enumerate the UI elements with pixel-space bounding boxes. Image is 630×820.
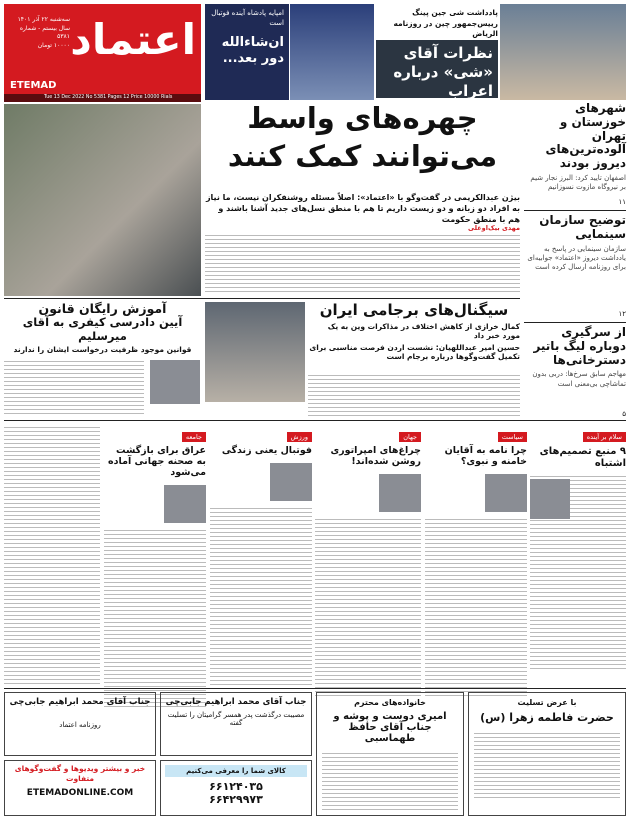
mid-main[interactable] [308,302,520,418]
ad-condolence[interactable]: جناب آقای محمد ابراهیم جابی‌چی روزنامه اعتماد [4,692,156,756]
mid-left-headline-1: آموزش رایگان قانون [38,301,167,316]
lead-body [205,232,520,294]
mid-left[interactable] [4,302,201,418]
mid-main-photo [205,302,305,402]
mid-main-body [308,372,520,416]
sidebar-item[interactable]: شهرهای خوزستان و تهران آلوده‌ترین‌های دیروز بودند اصفهان تایید کرد: البرز نجار شیم بر نیروگاه مازوت نسوزانیم ۱۱ [530,101,626,206]
web-url[interactable]: ETEMADONLINE.COM [26,787,134,798]
news-column[interactable]: سیاست چرا نامه به آقایان خامنه و نبوی؟ [425,424,527,686]
mid-left-headline-2: آیین دادرسی کیفری به آقای میرسلیم [22,315,183,343]
sidebar-item[interactable]: توضیح سازمان سینمایی سازمان سینمایی در پاسخ به یادداشت دیروز «اعتماد» جوابیه‌ای برای روزنامه ارسال کرده است ۱۲ [527,213,626,318]
news-column[interactable]: جهان چراغ‌های امپراتوری روشن شده‌اند! [315,424,421,686]
divider [4,298,520,299]
mid-left-portrait [150,360,200,404]
sidebar-item[interactable]: از سرگیری دوباره لیگ باتیر دسترخانی‌ها مهاجم سابق سرخ‌ها: دربی بدون تماشاچی بی‌معنی است ۵ [532,325,626,418]
top-mid-box [205,4,289,100]
top-mid-headline: ان‌شاءالله دور بعد... [221,34,284,66]
mid-left-body [4,358,144,416]
top-photo-footballer [290,4,374,100]
lead-headline-2: می‌توانند کمک کنند [227,139,498,173]
right-col-portrait [530,479,570,519]
issue-info: سه‌شنبه ۲۲ آذر ۱۴۰۱ سال بیستم - شماره ۵۳۸۱ ۱۰۰۰۰ تومان [17,16,70,50]
top-story-line2: رییس‌جمهور چین در روزنامه الریاض [393,18,498,38]
right-col[interactable]: سلام بر آینده ۹ منبع تصمیم‌های اشتباه [530,424,626,686]
phone-ad[interactable]: کالای شما را معرفی می‌کنیم ۶۶۱۲۴۰۳۵ ۶۶۴۲۹۹۷۳ [160,760,312,816]
top-story-headline: نظرات آقای «شی» درباره اعراب [376,40,498,98]
mid-left-sub: قوانین موجود ظرفیت درخواست ایشان را ندارند [13,344,192,354]
ad-condolence[interactable]: خانواده‌های محترم امیری دوست و پوشه و جناب آقای حافظ طهماسبی [316,692,464,816]
top-photo-handshake [500,4,626,100]
divider [4,688,626,689]
logo: اعتماد [70,15,196,64]
latin-name: ETEMAD [10,80,57,91]
lead-sub: بیژن عبدالکریمی در گفت‌وگو با «اعتماد»: اصلاً مسئله روشنفکران نیست، ما نیاز به افراد دو زبانه و دو زیست داریم تا هم با منطق نسل‌های جدید آشنا باشند و هم با منطق حکومت [205,193,520,225]
far-left-column [4,424,100,686]
mid-main-headline: سیگنال‌های برجامی ایران [319,301,509,319]
divider [4,420,626,421]
mid-main-sub: کمال خرازی از کاهش اختلاف در مذاکرات وین به یک مورد خبر داد [327,322,520,341]
ad-condolence[interactable]: با عرض تسلیت حضرت فاطمه زهرا (س) [468,692,626,816]
sidebar [524,102,626,420]
top-story-line1: پادداشت شی جین پینگ [412,8,498,17]
masthead-strip: Tue 13 Dec 2022 No 5381 Pages 12 Price 10000 Rials [4,94,201,102]
web-ad[interactable]: خبر و بیشتر ویدیوها و گفت‌وگوهای متفاوت ETEMADONLINE.COM [4,760,156,816]
masthead [4,4,201,94]
top-mid-kicker: امپایه پادشاه آینده فوتبال است [211,9,284,27]
top-story-box [376,8,498,40]
lead-photo [4,104,201,296]
mid-main-sub2: حسین امیر عبداللهیان: نشست اردن فرصت مناسبی برای تکمیل گفت‌وگوها درباره برجام است [309,343,520,362]
lead-author: مهدی بیک‌اوغلی [468,224,520,232]
news-column[interactable]: ورزش فوتبال یعنی زندگی [210,424,312,686]
lead-headline-1: چهره‌های واسط [247,101,478,135]
news-column[interactable]: جامعه عراق برای بازگشت به صحنه جهانی آماده می‌شود [104,424,206,686]
ad-condolence[interactable]: جناب آقای محمد ابراهیم جابی‌چی مصیبت درگذشت پدر همسر گرامیتان را تسلیت گفته [160,692,312,756]
